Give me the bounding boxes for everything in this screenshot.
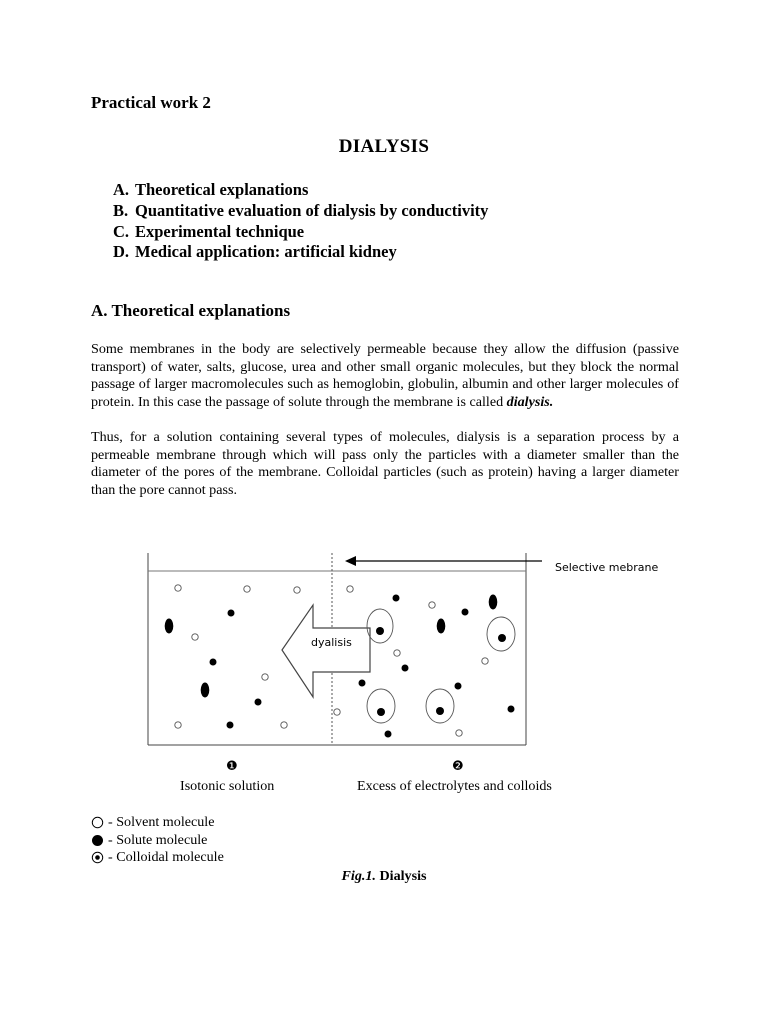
filled-circle-icon bbox=[91, 834, 104, 847]
legend-colloid: - Colloidal molecule bbox=[91, 849, 224, 866]
document-title: DIALYSIS bbox=[338, 136, 430, 157]
outline-item: D. Medical application: artificial kidney bbox=[113, 242, 397, 262]
dialysis-arrow-label: dyalisis bbox=[311, 636, 352, 649]
legend-solvent: - Solvent molecule bbox=[91, 814, 214, 831]
outline-item: A. Theoretical explanations bbox=[113, 180, 309, 199]
right-compartment-caption: Excess of electrolytes and colloids bbox=[357, 778, 552, 794]
paragraph: Some membranes in the body are selectively permeable because they allow the diffusion (passive transport) of water, salts, glucose, urea and other small organic molecules, but they block the normal passage of larger macromolecules such as hemoglobin, globulin, albumin and other larger molecules of protein. In this case the passage of solute through the membrane is called dialysis. bbox=[91, 341, 679, 410]
section-heading: A. Theoretical explanations bbox=[91, 301, 291, 320]
compartment-number-left: ❶ bbox=[226, 759, 238, 774]
open-circle-icon bbox=[91, 816, 104, 829]
dotted-circle-icon bbox=[91, 851, 104, 864]
compartment-number-right: ❷ bbox=[452, 759, 464, 774]
left-compartment-caption: Isotonic solution bbox=[180, 778, 275, 794]
practical-work-label: Practical work 2 bbox=[91, 93, 211, 112]
figure-caption: Fig.1. Dialysis bbox=[341, 868, 427, 884]
membrane-label: Selective mebrane bbox=[555, 561, 659, 574]
outline-item: C. Experimental technique bbox=[113, 221, 305, 241]
dialysis-arrow bbox=[282, 605, 370, 697]
outline-list bbox=[113, 180, 488, 263]
dialysis-figure bbox=[0, 540, 768, 775]
membrane-pointer-arrow bbox=[345, 556, 542, 566]
outline-item: B. Quantitative evaluation of dialysis by conductivity bbox=[113, 200, 489, 220]
dialysis-term: dialysis. bbox=[506, 393, 554, 410]
legend-solute: - Solute molecule bbox=[91, 832, 207, 849]
paragraph: Thus, for a solution containing several types of molecules, dialysis is a separation process by a permeable membrane through which will pass only the particles with a diameter smaller than the diameter of the pores of the membrane. Colloidal particles (such as protein) having a larger diameter than the pore cannot pass. bbox=[91, 429, 679, 498]
